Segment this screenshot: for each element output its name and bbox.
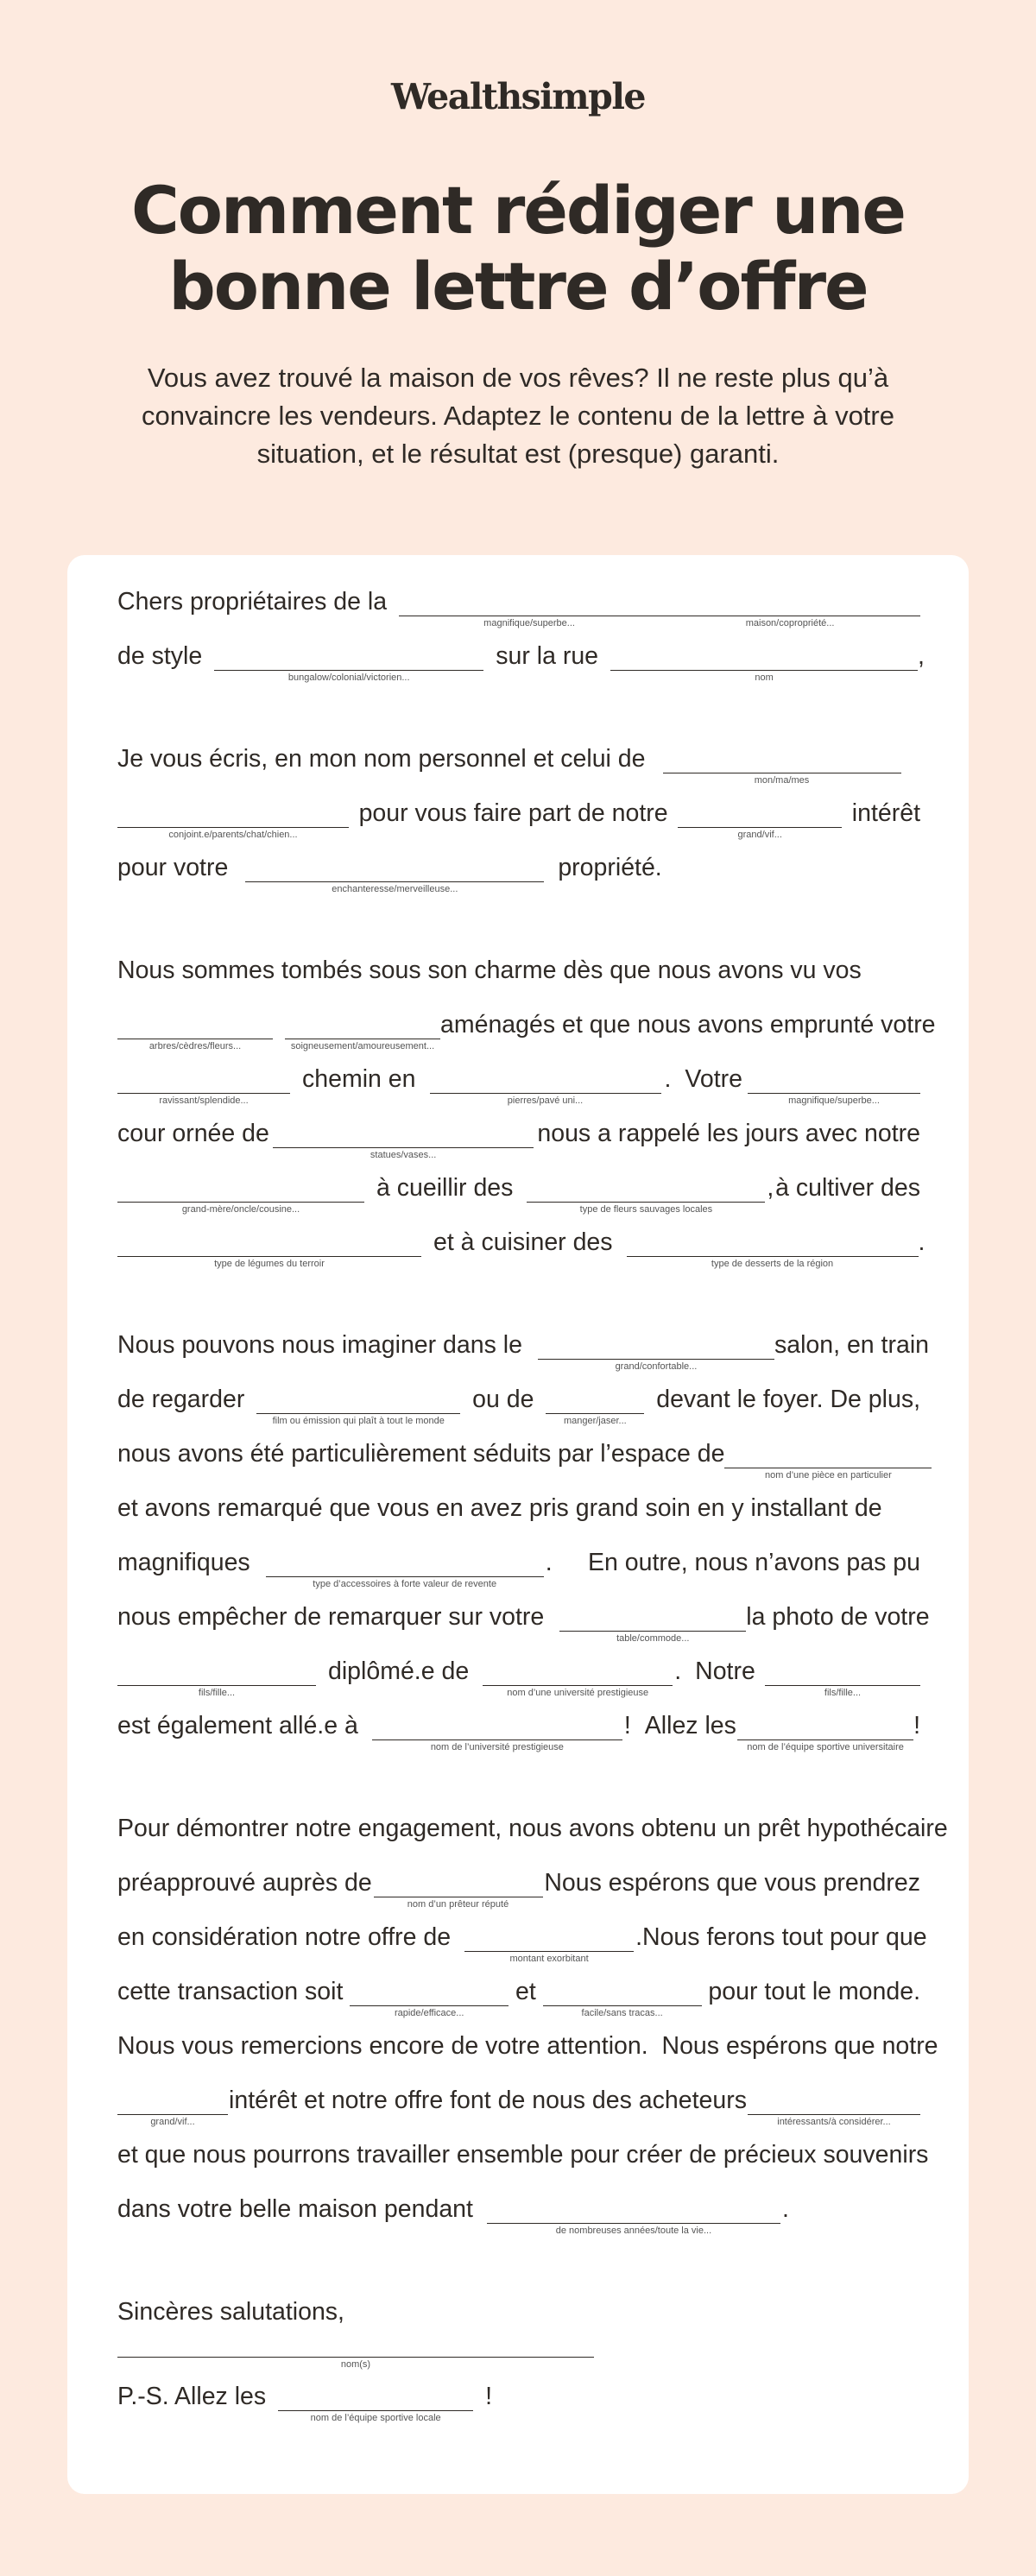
letter-line [117,1118,920,1172]
blank-field[interactable] [430,1064,661,1108]
letter-text: Nous vous remercions encore de votre attention. Nous espérons que notre [117,2032,938,2060]
letter-line [117,2085,920,2139]
letter-line [117,1227,925,1281]
blank-field[interactable] [724,1438,932,1482]
letter-line [117,1064,920,1118]
blank-field[interactable] [266,1547,544,1591]
blank-hint: nom de l’équipe sportive universitaire [747,1742,904,1752]
title-line-2: bonne lettre d’offre [168,248,868,325]
letter-text: ! [913,1712,920,1739]
blank-field[interactable] [678,798,842,842]
letter-text: chemin en [302,1065,416,1093]
letter-text: nous avons été particulièrement séduits par l’espace de [117,1440,725,1468]
letter-text: . [545,1549,553,1576]
blank-field[interactable] [483,1656,673,1700]
letter-text: . [674,1657,682,1685]
blank-field[interactable] [117,1172,364,1216]
letter-text: En outre, nous n’avons pas pu [587,1549,920,1576]
blank-hint: grand/vif... [150,2117,195,2127]
letter-line [117,798,920,852]
letter-line [117,641,925,695]
letter-text: salon, en train [774,1331,929,1359]
blank-hint: soigneusement/amoureusement... [290,1041,435,1051]
blank-hint: magnifique/superbe... [788,1095,880,1106]
blank-field[interactable] [245,852,544,896]
blank-hint: statues/vases... [370,1150,437,1160]
letter-line [117,1547,920,1601]
blank-hint: montant exorbitant [509,1954,589,1964]
blank-field[interactable] [350,1976,509,2020]
letter-line [117,1710,920,1765]
letter-line [117,1976,920,2030]
blank-hint: type de desserts de la région [711,1259,834,1269]
blank-hint: nom de l’équipe sportive locale [310,2413,441,2423]
blank-hint: bungalow/colonial/victorien... [287,672,410,683]
blank-hint: nom de l’université prestigieuse [430,1742,564,1752]
blank-field[interactable] [117,1227,421,1271]
blank-field[interactable] [543,1976,702,2020]
blank-field[interactable] [372,1710,622,1754]
letter-text: Nous pouvons nous imaginer dans le [117,1331,522,1359]
letter-text: Chers propriétaires de la [117,588,388,616]
blank-hint: conjoint.e/parents/chat/chien... [168,830,298,840]
letter-line [117,1009,936,1064]
blank-hint: nom(s) [340,2359,371,2370]
letter-text: Je vous écris, en mon nom personnel et celui de [117,745,646,773]
blank-field[interactable] [399,586,660,630]
letter-text: Nous ferons tout pour que [642,1923,927,1951]
letter-text: et avons remarqué que vous en avez pris grand soin en y installant de [117,1494,882,1522]
letter-text: nous a rappelé les jours avec notre [537,1120,920,1147]
blank-field[interactable] [117,1064,290,1108]
letter-text: et à cuisiner des [433,1228,613,1256]
blank-hint: nom d’une université prestigieuse [507,1688,649,1698]
letter-text: la photo de votre [746,1603,930,1631]
blank-hint: de nombreuses années/toute la vie... [555,2226,712,2236]
blank-hint: facile/sans tracas... [581,2008,663,2018]
postscript-text: P.-S. Allez les [117,2383,267,2410]
letter-text: . [635,1923,642,1951]
letter-text: . [664,1065,672,1093]
blank-hint: film ou émission qui plaît à tout le monde [272,1416,445,1426]
blank-field[interactable] [663,743,901,787]
letter-text: pour tout le monde. [708,1978,920,2005]
page-title [0,173,1036,325]
letter-text: aménagés et que nous avons emprunté votre [440,1011,936,1039]
letter-text: et que nous pourrons travailler ensemble pour créer de précieux souvenirs [117,2141,929,2169]
blank-field[interactable] [538,1329,774,1373]
blank-hint: mon/ma/mes [754,775,810,786]
letter-card [67,555,969,2494]
closing-text: Sincères salutations, [117,2298,344,2326]
blank-hint: rapide/efficace... [394,2008,464,2018]
letter-line [117,1438,920,1493]
blank-hint: nom d’un prêteur réputé [407,1899,509,1910]
letter-text: dans votre belle maison pendant [117,2195,473,2223]
blank-field[interactable] [374,1867,543,1911]
blank-field[interactable] [117,2085,228,2129]
blank-field[interactable] [487,2194,780,2238]
letter-line [117,743,920,798]
blank-field[interactable] [748,2085,920,2129]
intro-text: Vous avez trouvé la maison de vos rêves? Il ne reste plus qu’à convaincre les vendeurs. Adaptez le contenu de la lettre à votre situation, et le résultat est (presque) garanti. [142,363,894,469]
letter-text: ! [623,1712,631,1739]
blank-field[interactable] [214,641,483,685]
wealthsimple-logo[interactable]: Wealthsimple [390,76,646,117]
letter-text: pour vous faire part de notre [358,799,668,827]
blank-hint: grand-mère/oncle/cousine... [181,1204,300,1215]
letter-text: de regarder [117,1386,245,1413]
letter-line [117,1813,948,1867]
letter-line [117,1922,927,1976]
letter-line [117,2139,929,2194]
blank-field[interactable] [610,641,918,685]
letter-line [117,852,920,906]
letter-text: , [918,642,925,670]
letter-text: est également allé.e à [117,1712,358,1739]
letter-line [117,1601,930,1656]
blank-field[interactable] [117,1009,273,1053]
letter-text: Pour démontrer notre engagement, nous avons obtenu un prêt hypothécaire [117,1815,948,1842]
letter-text: préapprouvé auprès de [117,1869,372,1897]
blank-field[interactable] [117,1656,316,1700]
letter-text: Allez les [644,1712,736,1739]
letter-line [117,586,920,641]
letter-text: ou de [472,1386,534,1413]
blank-field[interactable] [748,1064,920,1108]
blank-hint: magnifique/superbe... [483,618,575,628]
blank-field[interactable] [627,1227,919,1271]
blank-hint: grand/vif... [737,830,782,840]
postscript-text: ! [485,2383,493,2410]
blank-hint: ravissant/splendide... [159,1095,249,1106]
letter-text: diplômé.e de [328,1657,470,1685]
letter-line [117,1329,929,1384]
letter-text: magnifiques [117,1549,250,1576]
offer-letter-template [117,586,948,2435]
letter-text: Notre [695,1657,755,1685]
signature-field[interactable] [117,2327,594,2371]
blank-field[interactable] [559,1601,746,1645]
letter-text: en considération notre offre de [117,1923,452,1951]
blank-hint: pierres/pavé uni... [507,1095,584,1106]
blank-hint: manger/jaser... [563,1416,627,1426]
letter-text: cette transaction soit [117,1978,344,2005]
letter-text: propriété. [558,854,662,881]
blank-field[interactable] [660,586,920,630]
blank-field[interactable] [117,798,349,842]
blank-hint: intéressants/à considérer... [777,2117,891,2127]
letter-line [117,1172,920,1227]
letter-text: et [515,1978,536,2005]
letter-text: devant le foyer. De plus, [656,1386,920,1413]
letter-line [117,1493,920,1547]
letter-line [117,2194,920,2248]
blank-field[interactable] [765,1656,920,1700]
blank-hint: type de fleurs sauvages locales [579,1204,713,1215]
blank-field[interactable] [737,1710,913,1754]
letter-text: sur la rue [496,642,599,670]
blank-hint: nom d’une pièce en particulier [765,1470,892,1481]
blank-field[interactable] [285,1009,440,1053]
blank-hint: type de légumes du terroir [214,1259,325,1269]
letter-text: pour votre [117,854,229,881]
letter-text: Nous espérons que vous prendrez [544,1869,920,1897]
letter-line [117,1656,920,1710]
blank-hint: table/commode... [616,1633,690,1644]
letter-line [117,1384,920,1438]
blank-field[interactable] [546,1384,644,1428]
letter-line [117,2030,938,2085]
signature-line [117,2327,920,2370]
letter-text: nous empêcher de remarquer sur votre [117,1603,545,1631]
title-line-1: Comment rédiger une [131,172,905,249]
letter-line [117,1867,920,1922]
letter-text: à cueillir des [376,1174,514,1202]
blank-hint: fils/fille... [198,1688,236,1698]
blank-field[interactable] [464,1922,634,1966]
blank-hint: enchanteresse/merveilleuse... [332,884,458,894]
blank-hint: arbres/cèdres/fleurs... [148,1041,242,1051]
letter-text: Votre [685,1065,742,1093]
blank-field[interactable] [527,1172,765,1216]
letter-text: intérêt [851,799,920,827]
blank-field[interactable] [278,2381,473,2425]
blank-hint: maison/copropriété... [745,618,835,628]
letter-text: intérêt et notre offre font de nous des acheteurs [229,2087,747,2114]
blank-hint: type d’accessoires à forte valeur de revente [313,1579,497,1589]
letter-text: cour ornée de [117,1120,269,1147]
blank-hint: nom [755,672,774,683]
letter-text: à cultiver des [775,1174,920,1202]
blank-field[interactable] [273,1118,534,1162]
blank-field[interactable] [256,1384,460,1428]
letter-text: , [767,1174,774,1202]
letter-text: Nous sommes tombés sous son charme dès que nous avons vu vos [117,957,862,984]
letter-text: . [918,1228,925,1256]
letter-text: . [781,2195,789,2223]
blank-hint: fils/fille... [824,1688,862,1698]
letter-line [117,2381,920,2435]
blank-hint: grand/confortable... [615,1361,698,1372]
letter-line [117,955,920,1009]
letter-text: de style [117,642,203,670]
